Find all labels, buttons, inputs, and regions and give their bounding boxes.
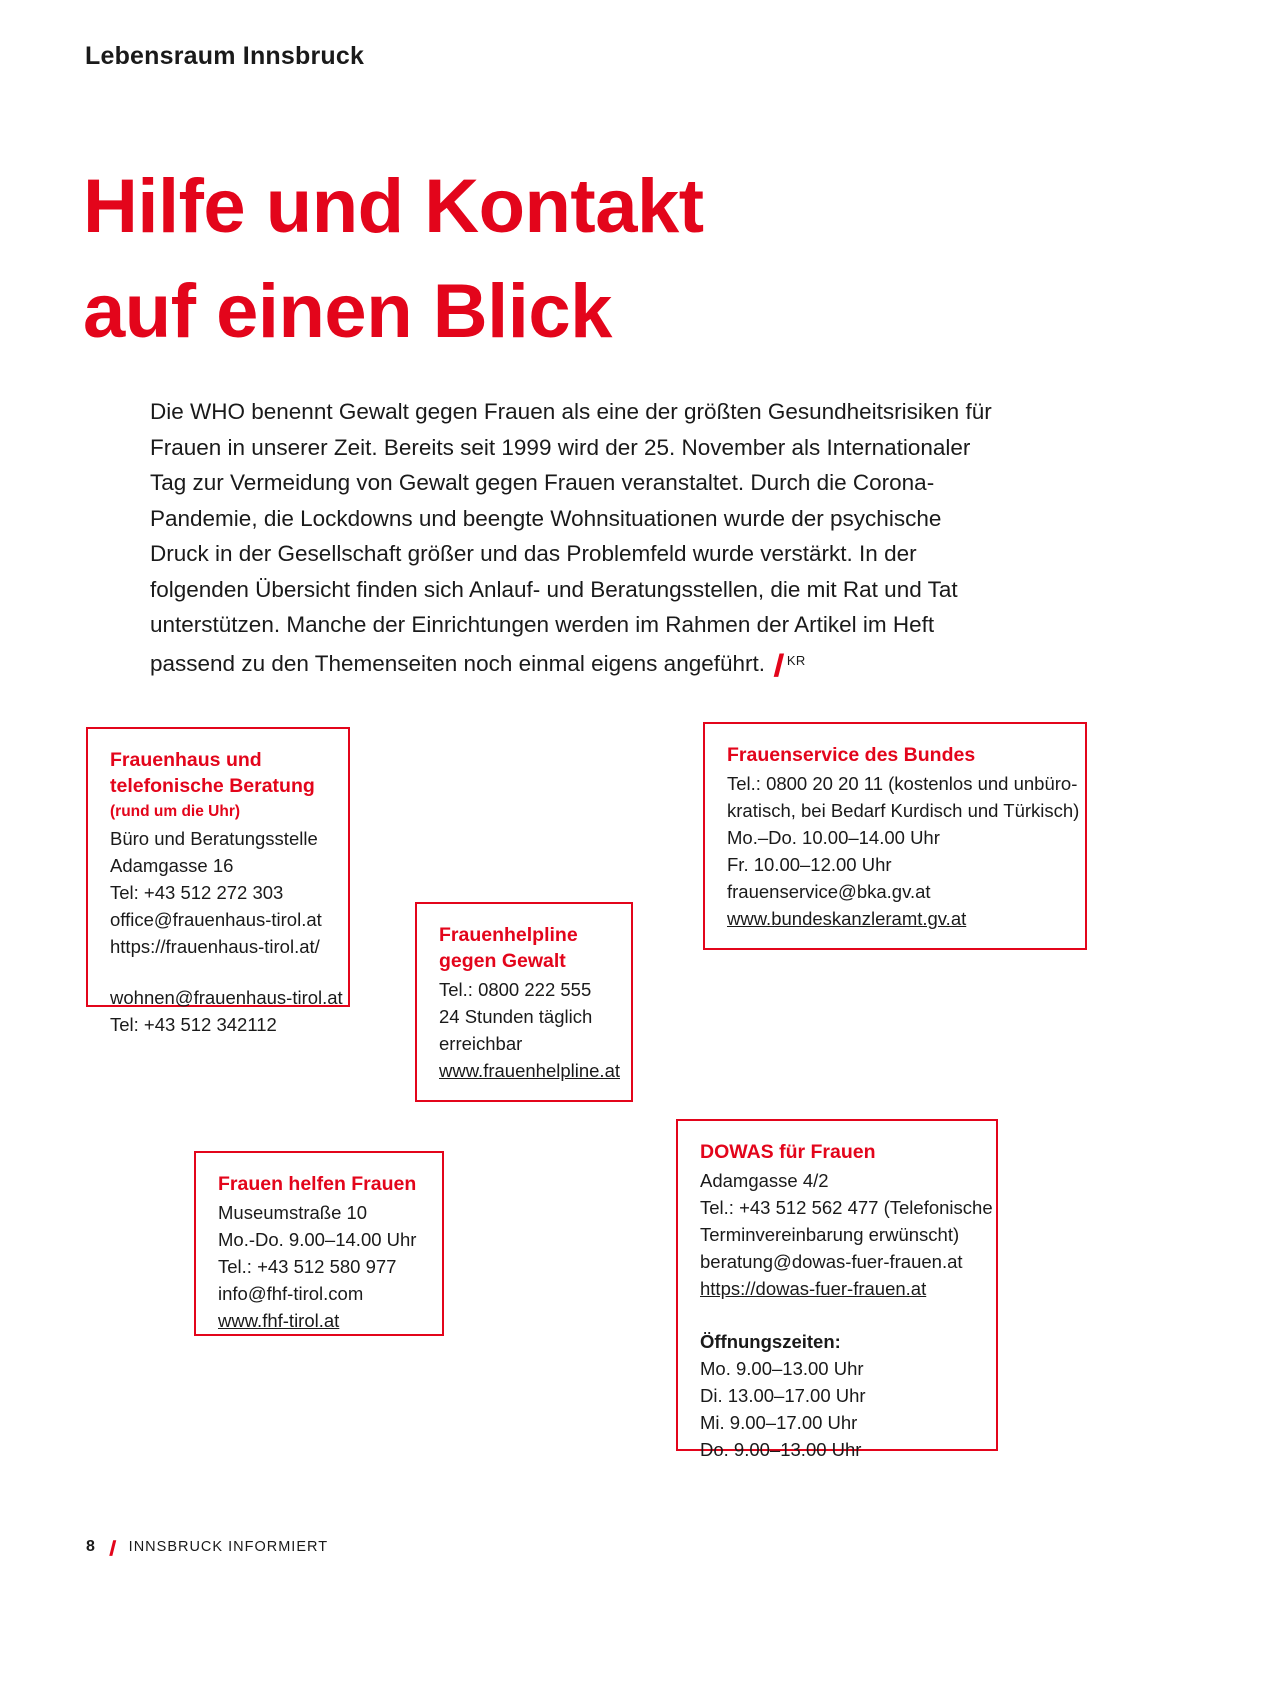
contact-url[interactable]: https://frauenhaus-tirol.at/ (110, 936, 320, 957)
contact-box-frauenhaus (86, 727, 350, 1035)
contact-line: Terminvereinbarung erwünscht) (700, 1224, 960, 1245)
contact-email[interactable]: office@frauenhaus-tirol.at (110, 909, 322, 930)
contact-hours: Mo.-Do. 9.00–14.00 Uhr (218, 1229, 417, 1250)
opening-hours-tuesday: Di. 13.00–17.00 Uhr (700, 1385, 866, 1406)
contact-box-title: Frauenservice des Bundes (727, 744, 976, 766)
page-footer (86, 1538, 328, 1556)
contact-box-title (439, 922, 611, 974)
intro-text: Die WHO benennt Gewalt gegen Frauen als eine der größten Gesundheitsrisiken für Frauen in unserer Zeit. Bereits seit 1999 wird der 25. November als Internationaler Tag zur Vermeidung von Gewalt gegen Frauen veranstaltet. Durch die Corona-Pandemie, die Lockdowns und beengte Wohnsituationen wurde der psychische Druck in der Gesellschaft größer und das Problemfeld wurde verstärkt. In der folgenden Übersicht finden sich Anlauf- und Beratungsstellen, die mit Rat und Tat unterstützen. Manche der Einrichtungen werden im Rahmen der Artikel im Heft passend zu den Themenseiten noch einmal eigens angeführt. (150, 399, 992, 676)
contact-phone: Tel.: +43 512 580 977 (218, 1256, 397, 1277)
page-number: 8 (86, 1538, 96, 1555)
contact-url[interactable]: www.fhf-tirol.at (218, 1310, 340, 1331)
author-initials: KR (786, 652, 806, 668)
contact-line: Büro und Beratungsstelle (110, 828, 318, 849)
contact-phone: Tel.: +43 512 562 477 (Telefonische (700, 1197, 993, 1218)
contact-line: 24 Stunden täglich (439, 1006, 593, 1027)
publication-name: INNSBRUCK INFORMIERT (128, 1539, 329, 1555)
contact-box-title: DOWAS für Frauen (700, 1141, 876, 1163)
opening-hours-label: Öffnungszeiten: (700, 1331, 841, 1352)
opening-hours-thursday: Do. 9.00–13.00 Uhr (700, 1439, 862, 1460)
contact-line: Adamgasse 16 (110, 855, 234, 876)
contact-box-title-line-1: Frauenhaus und (110, 749, 262, 771)
contact-email-secondary[interactable]: wohnen@frauenhaus-tirol.at (110, 987, 343, 1008)
spacer (110, 960, 328, 984)
contact-hours: Fr. 10.00–12.00 Uhr (727, 854, 892, 875)
opening-hours-monday: Mo. 9.00–13.00 Uhr (700, 1358, 864, 1379)
contact-address: Museumstraße 10 (218, 1202, 368, 1223)
contact-box-title (110, 747, 328, 799)
kicker: Lebensraum Innsbruck (85, 42, 365, 70)
contact-box-dowas (676, 1119, 998, 1460)
contact-phone: Tel.: 0800 20 20 11 (kostenlos und unbüro- (727, 773, 1078, 794)
contact-box-title-line-1: Frauenhelpline (439, 924, 578, 946)
contact-phone: Tel: +43 512 272 303 (110, 882, 284, 903)
page-title (83, 155, 983, 365)
contact-phone-secondary: Tel: +43 512 342112 (110, 1014, 277, 1035)
contact-email[interactable]: beratung@dowas-fuer-frauen.at (700, 1251, 963, 1272)
contact-box-frauen-helfen-frauen (194, 1151, 444, 1336)
contact-box-subtitle: (rund um die Uhr) (110, 803, 241, 820)
contact-url[interactable]: www.frauenhelpline.at (439, 1060, 620, 1081)
contact-line: kratisch, bei Bedarf Kurdisch und Türkisch) (727, 800, 1080, 821)
opening-hours-wednesday: Mi. 9.00–17.00 Uhr (700, 1412, 858, 1433)
contact-line: erreichbar (439, 1033, 523, 1054)
contact-box-frauenservice-des-bundes (703, 722, 1087, 950)
contact-box-title-line-2: gegen Gewalt (439, 950, 566, 972)
slash-icon: ❙ (768, 650, 787, 676)
headline-line-2: auf einen Blick (83, 268, 612, 354)
contact-hours: Mo.–Do. 10.00–14.00 Uhr (727, 827, 940, 848)
contact-phone: Tel.: 0800 222 555 (439, 979, 592, 1000)
contact-box-title: Frauen helfen Frauen (218, 1173, 417, 1195)
contact-url[interactable]: https://dowas-fuer-frauen.at (700, 1278, 927, 1299)
contact-email[interactable]: frauenservice@bka.gv.at (727, 881, 931, 902)
contact-url[interactable]: www.bundeskanzleramt.gv.at (727, 908, 967, 929)
intro-paragraph (150, 394, 995, 681)
contact-box-title-line-2: telefonische Beratung (110, 775, 315, 797)
spacer (700, 1302, 976, 1326)
slash-icon: ❙ (105, 1539, 119, 1556)
contact-address: Adamgasse 4/2 (700, 1170, 829, 1191)
contact-email[interactable]: info@fhf-tirol.com (218, 1283, 364, 1304)
headline-line-1: Hilfe und Kontakt (83, 164, 704, 249)
contact-box-frauenhelpline (415, 902, 633, 1102)
